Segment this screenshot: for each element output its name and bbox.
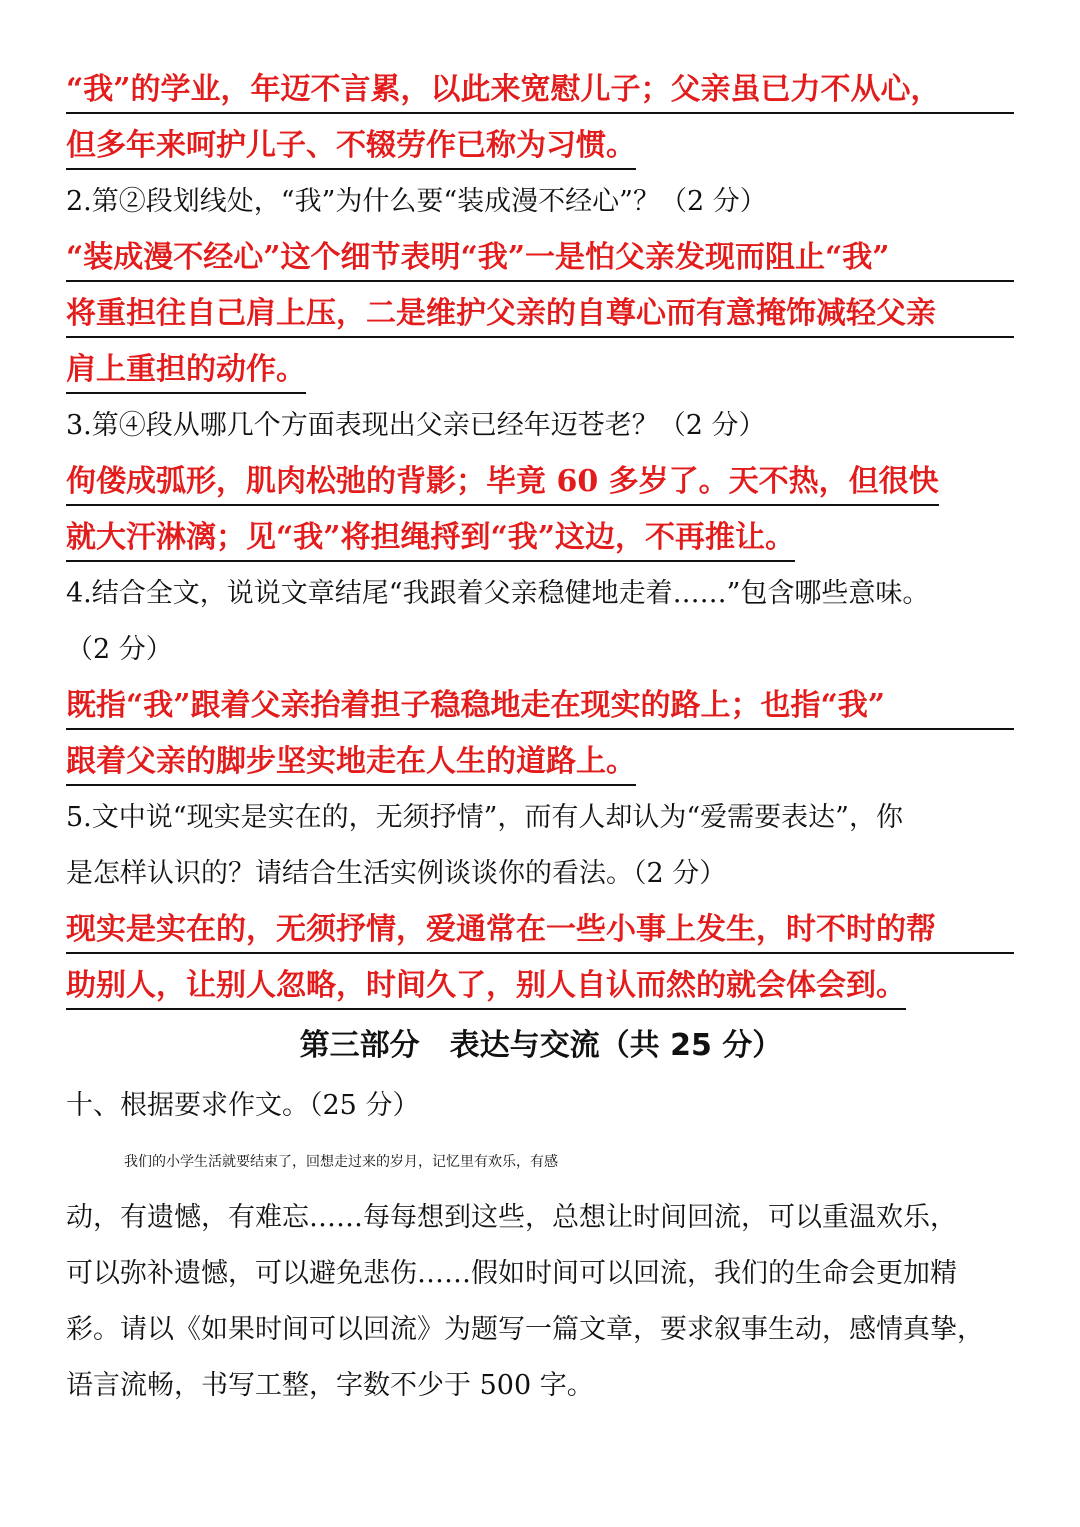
composition-prompt-line-5: 语言流畅，书写工整，字数不少于 500 字。 [66, 1370, 594, 1401]
q5-question-line-1: 5.文中说“现实是实在的，无须抒情”，而有人却认为“爱需要表达”，你 [66, 802, 903, 833]
q4-answer-line-1: 既指“我”跟着父亲抬着担子稳稳地走在现实的路上；也指“我” [66, 678, 1016, 734]
q5-answer-line-2: 助别人，让别人忽略，时间久了，别人自认而然的就会体会到。 [66, 958, 1016, 1014]
section-three-title: 第三部分 表达与交流（共 25 分） [299, 1028, 783, 1063]
q3-answer-line-2: 就大汗淋漓；见“我”将担绳捋到“我”这边，不再推让。 [66, 510, 1016, 566]
q3-question: 3.第④段从哪几个方面表现出父亲已经年迈苍老？（2 分） [66, 410, 766, 441]
composition-prompt-line-4: 彩。请以《如果时间可以回流》为题写一篇文章，要求叙事生动，感情真挚， [66, 1314, 984, 1345]
q2-answer-line-2: 将重担往自己肩上压，二是维护父亲的自尊心而有意掩饰减轻父亲 [66, 286, 1016, 342]
q1-answer-line-1: “我”的学业，年迈不言累，以此来宽慰儿子；父亲虽已力不从心， [66, 62, 1016, 118]
composition-prompt-line-1: 我们的小学生活就要结束了，回想走过来的岁月，记忆里有欢乐，有感 [124, 1154, 558, 1170]
q3-answer-line-1: 佝偻成弧形，肌肉松弛的背影；毕竟 60 多岁了。天不热，但很快 [66, 454, 1016, 510]
q4-question-line-1: 4.结合全文，说说文章结尾“我跟着父亲稳健地走着……”包含哪些意味。 [66, 578, 930, 609]
document-page [66, 62, 1016, 1414]
composition-prompt-line-3: 可以弥补遗憾，可以避免悲伤……假如时间可以回流，我们的生命会更加精 [66, 1258, 957, 1289]
q2-answer-line-1: “装成漫不经心”这个细节表明“我”一是怕父亲发现而阻止“我” [66, 230, 1016, 286]
q2-answer-line-3: 肩上重担的动作。 [66, 342, 1016, 398]
q2-question: 2.第②段划线处，“我”为什么要“装成漫不经心”？（2 分） [66, 186, 767, 217]
q1-answer-line-2: 但多年来呵护儿子、不辍劳作已称为习惯。 [66, 118, 1016, 174]
q4-question-line-2: （2 分） [66, 634, 173, 665]
q5-question-line-2: 是怎样认识的？请结合生活实例谈谈你的看法。（2 分） [66, 858, 727, 889]
q4-answer-line-2: 跟着父亲的脚步坚实地走在人生的道路上。 [66, 734, 1016, 790]
composition-heading: 十、根据要求作文。（25 分） [66, 1090, 420, 1121]
q5-answer-line-1: 现实是实在的，无须抒情，爱通常在一些小事上发生，时不时的帮 [66, 902, 1016, 958]
composition-prompt-line-2: 动，有遗憾，有难忘……每每想到这些，总想让时间回流，可以重温欢乐， [66, 1202, 957, 1233]
